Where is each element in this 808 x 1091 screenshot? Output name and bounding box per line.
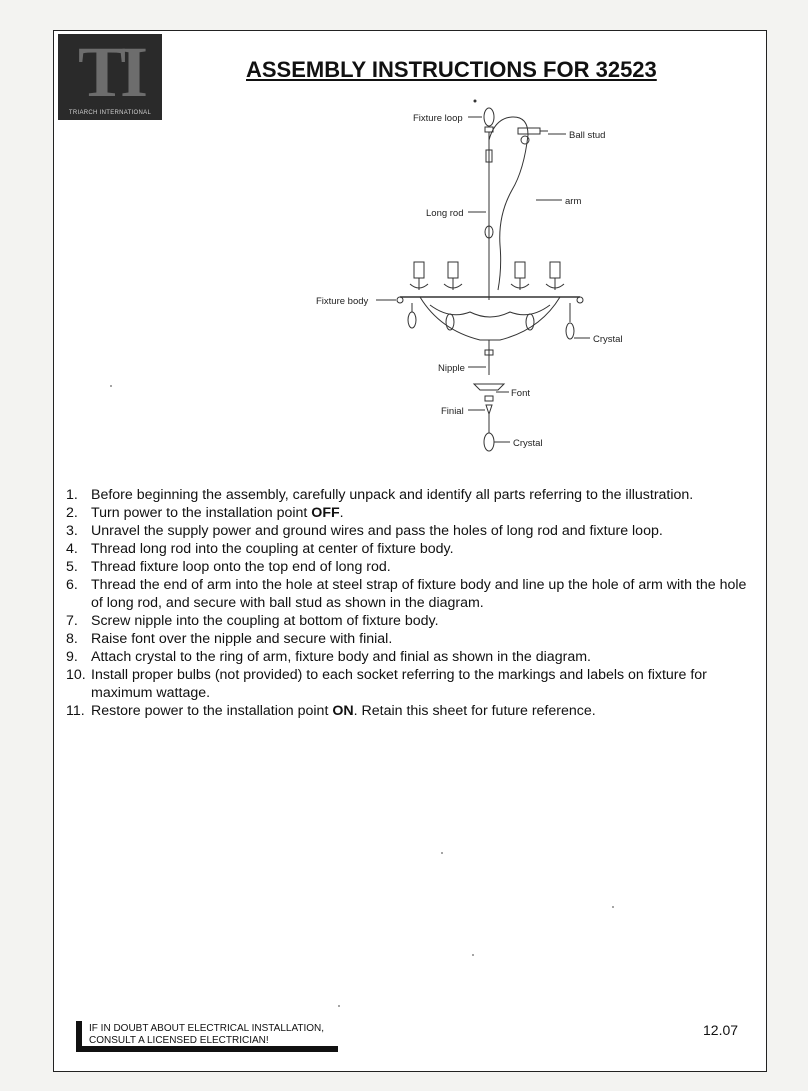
step-item: [66, 504, 756, 522]
fixture-body-part: [420, 297, 560, 340]
step-item: [66, 666, 756, 702]
step-text: Thread long rod into the coupling at center of fixture body.: [91, 541, 454, 557]
label-fixture-body: Fixture body: [316, 296, 369, 307]
logo-subtitle: TRIARCH INTERNATIONAL: [68, 110, 152, 116]
step-item: [66, 630, 756, 648]
step-number: 8.: [66, 631, 78, 647]
step-item: [66, 576, 756, 612]
step-emphasis: OFF: [311, 505, 340, 521]
step-number: 1.: [66, 487, 78, 503]
step-text: Restore power to the installation point: [91, 703, 333, 719]
scan-speck: [472, 954, 474, 956]
step-item: [66, 540, 756, 558]
label-crystal-bottom: Crystal: [513, 438, 543, 449]
scan-speck: [441, 852, 443, 854]
step-text: Turn power to the installation point: [91, 505, 312, 521]
label-long-rod: Long rod: [426, 208, 464, 219]
step-number: 3.: [66, 523, 78, 539]
step-text-end: . Retain this sheet for future reference.: [353, 703, 596, 719]
electrical-warning-box: [76, 1021, 338, 1052]
step-item: [66, 612, 756, 630]
step-item: [66, 702, 756, 720]
step-number: 4.: [66, 541, 78, 557]
step-item: [66, 486, 756, 504]
revision-date: 12.07: [703, 1022, 739, 1038]
step-number: 10.: [66, 667, 86, 683]
step-text-end: .: [339, 505, 344, 521]
step-text: Unravel the supply power and ground wires and pass the holes of long rod and fixture loop.: [91, 523, 663, 539]
scan-speck: [110, 385, 112, 387]
warning-line-1: IF IN DOUBT ABOUT ELECTRICAL INSTALLATION,: [89, 1023, 325, 1034]
label-finial: Finial: [441, 406, 464, 417]
chandelier-diagram: [300, 95, 660, 465]
step-number: 11.: [66, 703, 85, 719]
label-font: Font: [511, 388, 531, 399]
font-part: [474, 384, 504, 390]
scan-speck: [612, 906, 614, 908]
label-crystal-side: Crystal: [593, 334, 623, 345]
step-number: 9.: [66, 649, 78, 665]
label-nipple: Nipple: [438, 363, 465, 374]
step-text: Thread fixture loop onto the top end of long rod.: [91, 559, 391, 575]
step-number: 6.: [66, 577, 78, 593]
label-arm: arm: [565, 196, 582, 207]
warning-line-2: CONSULT A LICENSED ELECTRICIAN!: [89, 1035, 269, 1046]
step-item: [66, 522, 756, 540]
step-text: Before beginning the assembly, carefully unpack and identify all parts referring to the illustration.: [91, 487, 694, 503]
step-item: [66, 558, 756, 576]
step-item: [66, 648, 756, 666]
logo-mark: TI: [77, 32, 143, 112]
company-logo: [58, 34, 162, 120]
assembly-steps: [66, 486, 756, 720]
step-text: Thread the end of arm into the hole at steel strap of fixture body and line up the hole of arm with the hole of long rod, and secure with ball stud as shown in the diagram.: [91, 577, 747, 611]
step-number: 5.: [66, 559, 78, 575]
page-title: ASSEMBLY INSTRUCTIONS FOR 32523: [246, 57, 657, 82]
step-text: Screw nipple into the coupling at bottom of fixture body.: [91, 613, 439, 629]
step-number: 2.: [66, 505, 78, 521]
step-text: Attach crystal to the ring of arm, fixture body and finial as shown in the diagram.: [91, 649, 591, 665]
step-text: Raise font over the nipple and secure with finial.: [91, 631, 393, 647]
step-text: Install proper bulbs (not provided) to each socket referring to the markings and labels on fixture for maximum wattage.: [91, 667, 707, 701]
fixture-loop-part: [484, 108, 494, 126]
step-number: 7.: [66, 613, 78, 629]
step-emphasis: ON: [332, 703, 354, 719]
scan-speck: [338, 1005, 340, 1007]
label-fixture-loop: Fixture loop: [413, 113, 463, 124]
label-ball-stud: Ball stud: [569, 130, 606, 141]
